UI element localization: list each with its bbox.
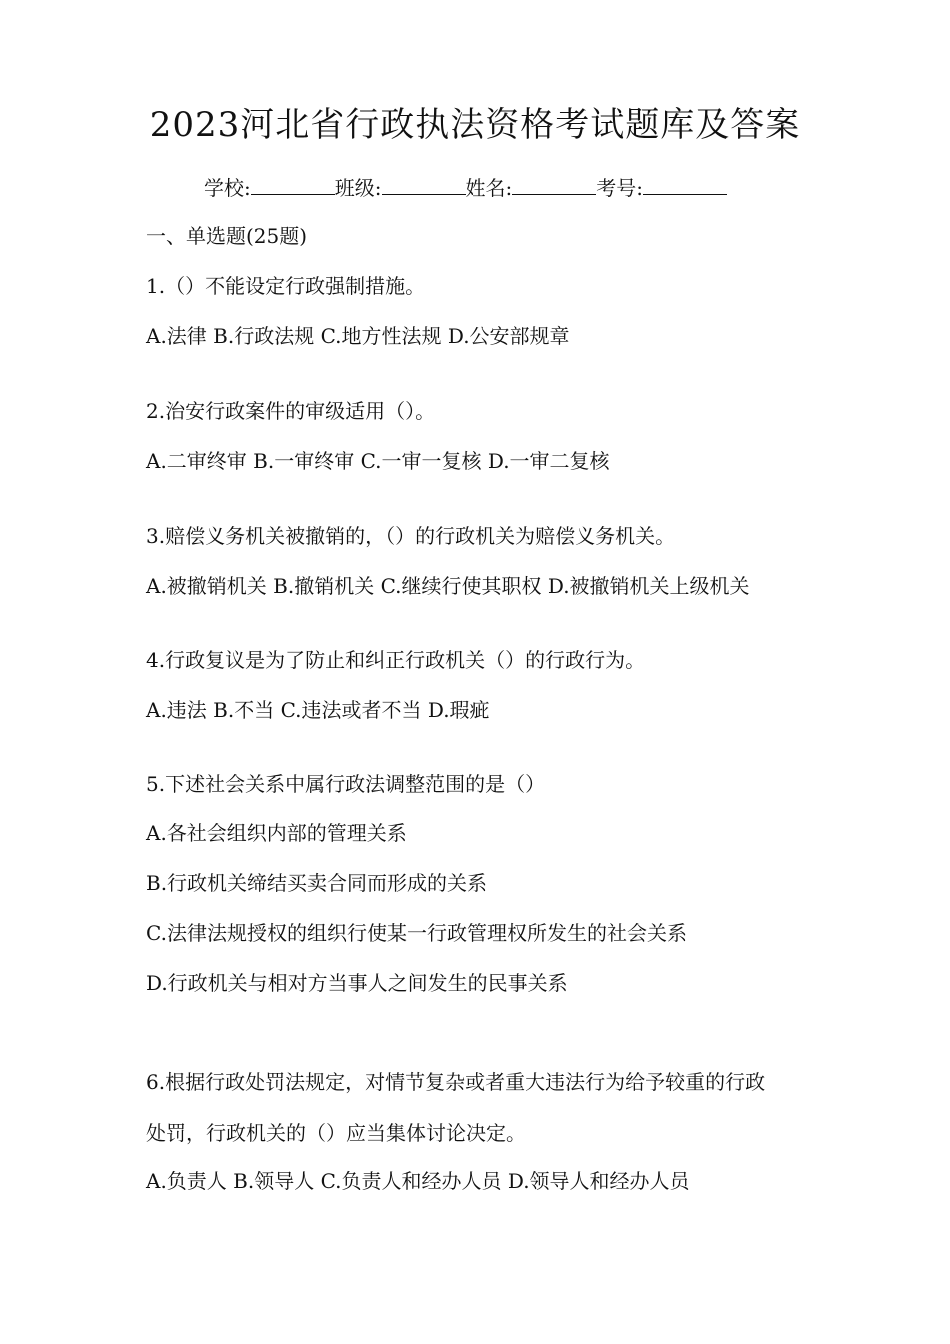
school-blank[interactable] <box>251 172 335 195</box>
question-3-options: A.被撤销机关 B.撤销机关 C.继续行使其职权 D.被撤销机关上级机关 <box>146 574 750 598</box>
document-title: 2023河北省行政执法资格考试题库及答案 <box>149 105 801 145</box>
question-4-options: A.违法 B.不当 C.违法或者不当 D.瑕疵 <box>146 698 490 722</box>
question-6-stem-line-2: 处罚，行政机关的（）应当集体讨论决定。 <box>146 1121 526 1145</box>
question-1-stem: 1.（）不能设定行政强制措施。 <box>146 274 426 298</box>
question-1-options: A.法律 B.行政法规 C.地方性法规 D.公安部规章 <box>146 324 570 348</box>
student-info-row <box>204 172 727 203</box>
question-2-stem: 2.治安行政案件的审级适用（）。 <box>146 399 436 423</box>
question-5-option-b: B.行政机关缔结买卖合同而形成的关系 <box>146 871 488 895</box>
name-blank[interactable] <box>512 172 596 195</box>
class-blank[interactable] <box>382 172 466 195</box>
question-5-option-d: D.行政机关与相对方当事人之间发生的民事关系 <box>146 971 568 995</box>
question-4-stem: 4.行政复议是为了防止和纠正行政机关（）的行政行为。 <box>146 648 646 672</box>
question-3-stem: 3.赔偿义务机关被撤销的，（）的行政机关为赔偿义务机关。 <box>146 524 676 548</box>
section-heading: 一、单选题(25题) <box>146 224 308 248</box>
school-label: 学校: <box>204 176 251 200</box>
question-5-option-a: A.各社会组织内部的管理关系 <box>146 821 407 845</box>
exam-number-blank[interactable] <box>643 172 727 195</box>
question-6-stem-line-1: 6.根据行政处罚法规定，对情节复杂或者重大违法行为给予较重的行政 <box>146 1070 766 1094</box>
class-label: 班级: <box>334 176 382 200</box>
name-label: 姓名: <box>465 176 513 200</box>
question-2-options: A.二审终审 B.一审终审 C.一审一复核 D.一审二复核 <box>146 449 610 473</box>
question-6-options: A.负责人 B.领导人 C.负责人和经办人员 D.领导人和经办人员 <box>146 1169 690 1193</box>
question-5-stem: 5.下述社会关系中属行政法调整范围的是（） <box>146 772 546 796</box>
exam-number-label: 考号: <box>596 176 643 200</box>
question-5-option-c: C.法律法规授权的组织行使某一行政管理权所发生的社会关系 <box>146 921 687 945</box>
